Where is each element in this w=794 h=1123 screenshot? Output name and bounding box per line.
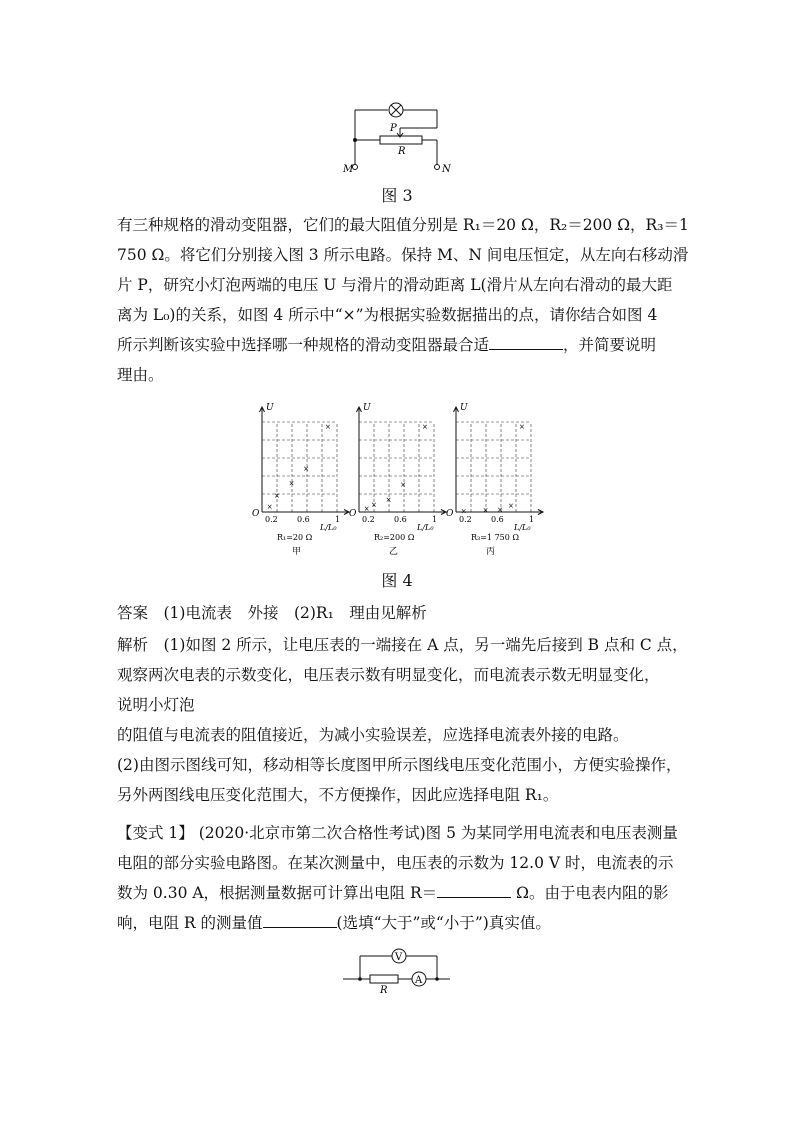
question-line: 片 P，研究小灯泡两端的电压 U 与滑片的滑动距离 L(滑片从左向右滑动的最大距 [117,276,673,294]
tick-label: 0.2 [265,515,278,524]
x-axis-label: L/L₀ [320,523,337,532]
data-point: × [400,481,407,490]
label-resistor: R [380,985,388,996]
label-a: A [415,975,423,986]
question-line [117,330,687,360]
question-text: 所示判断该实验中选择哪一种规格的滑动变阻器最合适 [117,336,490,354]
label-p: P [390,123,397,134]
analysis-line: (2)由图示图线可知，移动相等长度图甲所示图线电压变化范围小，方便实验操作， [117,756,682,774]
question-text: ，并简要说明 [563,336,657,354]
y-axis-label: U [460,403,468,413]
data-point: × [324,423,331,432]
resistor-label: R₁=20 Ω [277,533,313,542]
question-line: 离为 L₀)的关系，如图 4 所示中“×”为根据实验数据描出的点，请你结合如图 4 [117,306,658,324]
analysis-line: 观察两次电表的示数变化，电压表示数有明显变化，而电流表示数无明显变化， [117,666,660,684]
variant-text: 数为 0.30 A，根据测量数据可计算出电阻 R＝ [117,884,438,902]
question-line: 750 Ω。将它们分别接入图 3 所示电路。保持 M、N 间电压恒定，从左向右移动滑 [117,246,689,264]
data-point: × [371,501,377,510]
resistance-blank[interactable] [437,882,511,898]
data-point: × [497,505,504,514]
tick-label: 0.2 [459,515,472,524]
data-point: × [363,504,370,513]
data-point: × [482,506,489,515]
tick-label: 0.6 [491,515,504,524]
tick-label: 1 [432,515,438,524]
question-paragraph [117,210,687,390]
answer-paragraph [117,598,687,628]
figure-3-caption: 图 3 [381,186,413,205]
data-point: × [385,495,392,504]
graph-name: 丙 [486,547,496,557]
tick-label: 0.6 [297,515,310,524]
answer-line: 答案 (1)电流表 外接 (2)R₁ 理由见解析 [117,604,427,622]
graph-name: 甲 [292,547,302,557]
tick-label: 0.2 [362,515,375,524]
question-line: 理由。 [117,366,164,384]
figure-3-circuit [340,96,460,182]
data-point: × [266,503,273,512]
figure-4-graphs [250,400,550,565]
answer-blank[interactable] [489,334,563,350]
data-point: × [508,502,514,511]
y-axis-label: U [363,403,371,413]
x-axis-label: L/L₀ [417,523,434,532]
tick-label: 0.6 [394,515,407,524]
graph-jia [252,403,349,557]
data-point: × [421,423,428,432]
label-r: R [398,146,406,157]
variant-text: (选填“大于”或“小于”)真实值。 [336,914,551,932]
figure-4-caption: 图 4 [381,571,413,590]
graph-bing [446,403,543,557]
graph-name: 乙 [389,547,399,557]
label-m: M [343,164,354,175]
variant-line: 电阻的部分实验电路图。在某次测量中，电压表的示数为 12.0 V 时，电流表的示 [117,854,674,872]
tick-label: 1 [529,515,535,524]
data-point: × [518,423,525,432]
comparison-blank[interactable] [263,912,337,928]
y-axis-label: U [266,403,274,413]
resistor-label: R₂=200 Ω [374,533,415,542]
origin-label: O [446,509,454,519]
origin-label: O [349,509,357,519]
origin-label: O [252,509,260,519]
data-point: × [274,492,280,501]
data-point: × [460,507,467,516]
label-n: N [442,164,451,175]
variant-line [117,878,687,908]
analysis-line: 的阻值与电流表的阻值接近，为减小实验误差，应选择电流表外接的电路。 [117,726,629,744]
analysis-line: 说明小灯泡 [117,696,195,714]
data-point: × [303,464,310,473]
variant-text: 响，电阻 R 的测量值 [117,914,263,932]
tick-label: 1 [335,515,341,524]
analysis-line: 另外两图线电压变化范围大，不方便操作，因此应选择电阻 R₁。 [117,786,559,804]
graph-yi [349,403,446,557]
resistor-symbol [370,975,398,983]
resistor-label: R₃=1 750 Ω [471,533,520,542]
x-axis-label: L/L₀ [514,523,531,532]
variant-paragraph [117,818,687,938]
question-line: 有三种规格的滑动变阻器，它们的最大阻值分别是 R₁＝20 Ω，R₂＝200 Ω，R₃＝1 [117,216,689,234]
variant-line [117,908,687,938]
figure-5-circuit [340,946,455,996]
label-v: V [395,952,403,963]
rheostat-symbol [380,136,422,144]
variant-line: 【变式 1】 (2020·北京市第二次合格性考试)图 5 为某同学用电流表和电压表测量 [117,824,678,842]
analysis-line: 解析 (1)如图 2 所示，让电压表的一端接在 A 点，另一端先后接到 B 点和 C 点， [117,636,688,654]
data-point: × [288,479,295,488]
variant-text: Ω。由于电表内阻的影 [511,884,669,902]
analysis-paragraph [117,630,687,810]
